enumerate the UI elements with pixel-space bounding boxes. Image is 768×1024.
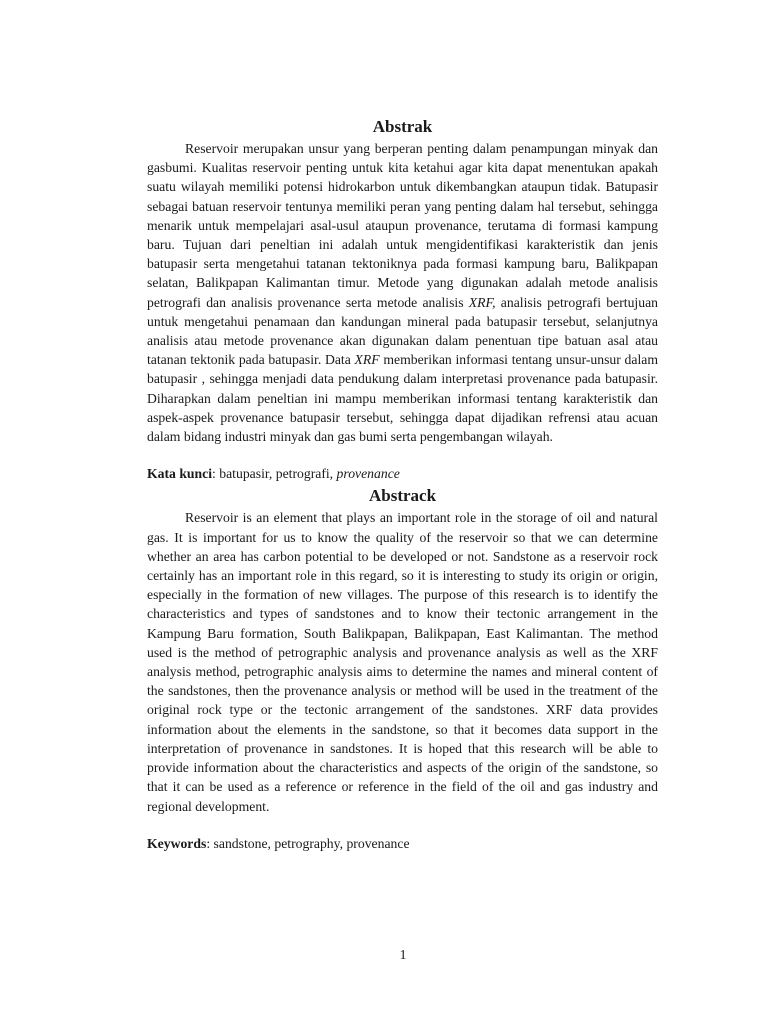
abstrak-heading: Abstrak: [372, 117, 433, 136]
kata-kunci-values: : batupasir, petrografi,: [212, 466, 337, 482]
keywords-line: [147, 834, 658, 853]
kata-kunci-label: Kata kunci: [147, 466, 213, 482]
keywords-values: : sandstone, petrography, provenance: [206, 835, 410, 851]
abstrak-xrf-1: XRF,: [468, 294, 496, 310]
abstrak-text-1: Reservoir merupakan unsur yang berperan penting dalam penampungan minyak dan gasbumi. Kualitas reservoir penting untuk kita ketahui agar kita dapat menentukan apakah suatu wilayah memiliki potensi hidrokarbon untuk dikembangkan ataupun tidak. Batupasir sebagai batuan reservoir tentunya memiliki peran yang penting dalam hal tersebut, sehingga menarik untuk mempelajari asal-usul ataupun provenance, terutama di formasi kampung baru. Tujuan dari peneltian ini adalah untuk mengidentifikasi karakteristik dan jenis batupasir serta mengetahui tatanan tektoniknya pada formasi kampung baru, Balikpapan selatan, Balikpapan Kalimantan timur. Metode yang digunakan adalah metode analisis petrografi dan analisis provenance serta metode analisis: [147, 141, 658, 310]
kata-kunci-italic: provenance: [336, 466, 400, 482]
abstrak-xrf-2: XRF: [354, 352, 380, 368]
abstrack-paragraph: Reservoir is an element that plays an important role in the storage of oil and natural gas. It is important for us to know the quality of the reservoir so that we can determine whether an area has carbon potential to be developed or not. Sandstone as a reservoir rock certainly has an important role in this regard, so it is interesting to study its origin or origin, especially in the formation of new villages. The purpose of this research is to identify the characteristics and types of sandstones and to know their tectonic arrangement in the Kampung Baru formation, South Balikpapan, Balikpapan, East Kalimantan. The method used is the method of petrographic analysis and provenance analysis as well as the XRF analysis method, petrographic analysis aims to determine the names and mineral content of the sandstones, then the provenance analysis or method will be used in the treatment of the original rock type or the tectonic arrangement of the sandstones. XRF data provides information about the elements in the sandstone, so that it becomes data support in the interpretation of provenance in sandstones. It is hoped that this research will be able to provide information about the characteristics and aspects of the origin of the sandstone, so that it can be used as a reference or reference in the field of the oil and gas industry and regional development.: [147, 510, 658, 814]
abstrak-text-3: memberikan informasi tentang unsur-unsur dalam batupasir , sehingga menjadi data pendukung dalam interpretasi provenance pada batupasir. Diharapkan dalam peneltian ini mampu memberikan informasi tentang karakteristik dan aspek-aspek provenance batupasir tersebut, sehingga dapat dijadikan refrensi atau acuan dalam bidang industri minyak dan gas bumi serta pengembangan wilayah.: [147, 352, 658, 445]
kata-kunci-line: [147, 464, 658, 483]
document-page: [147, 116, 658, 853]
keywords-label: Keywords: [147, 835, 207, 851]
abstrack-heading: Abstrack: [368, 486, 437, 506]
page-number: 1: [399, 947, 407, 962]
abstrak-paragraph: [147, 139, 658, 446]
abstrak-text-2: analisis petrografi bertujuan untuk mengetahui penamaan dan kandungan mineral pada batupasir tersebut, selanjutnya analisis atau metode provenance akan digunakan dalam penentuan tipe batuan asal atau tatanan tektonik pada batupasir. Data: [147, 294, 658, 368]
